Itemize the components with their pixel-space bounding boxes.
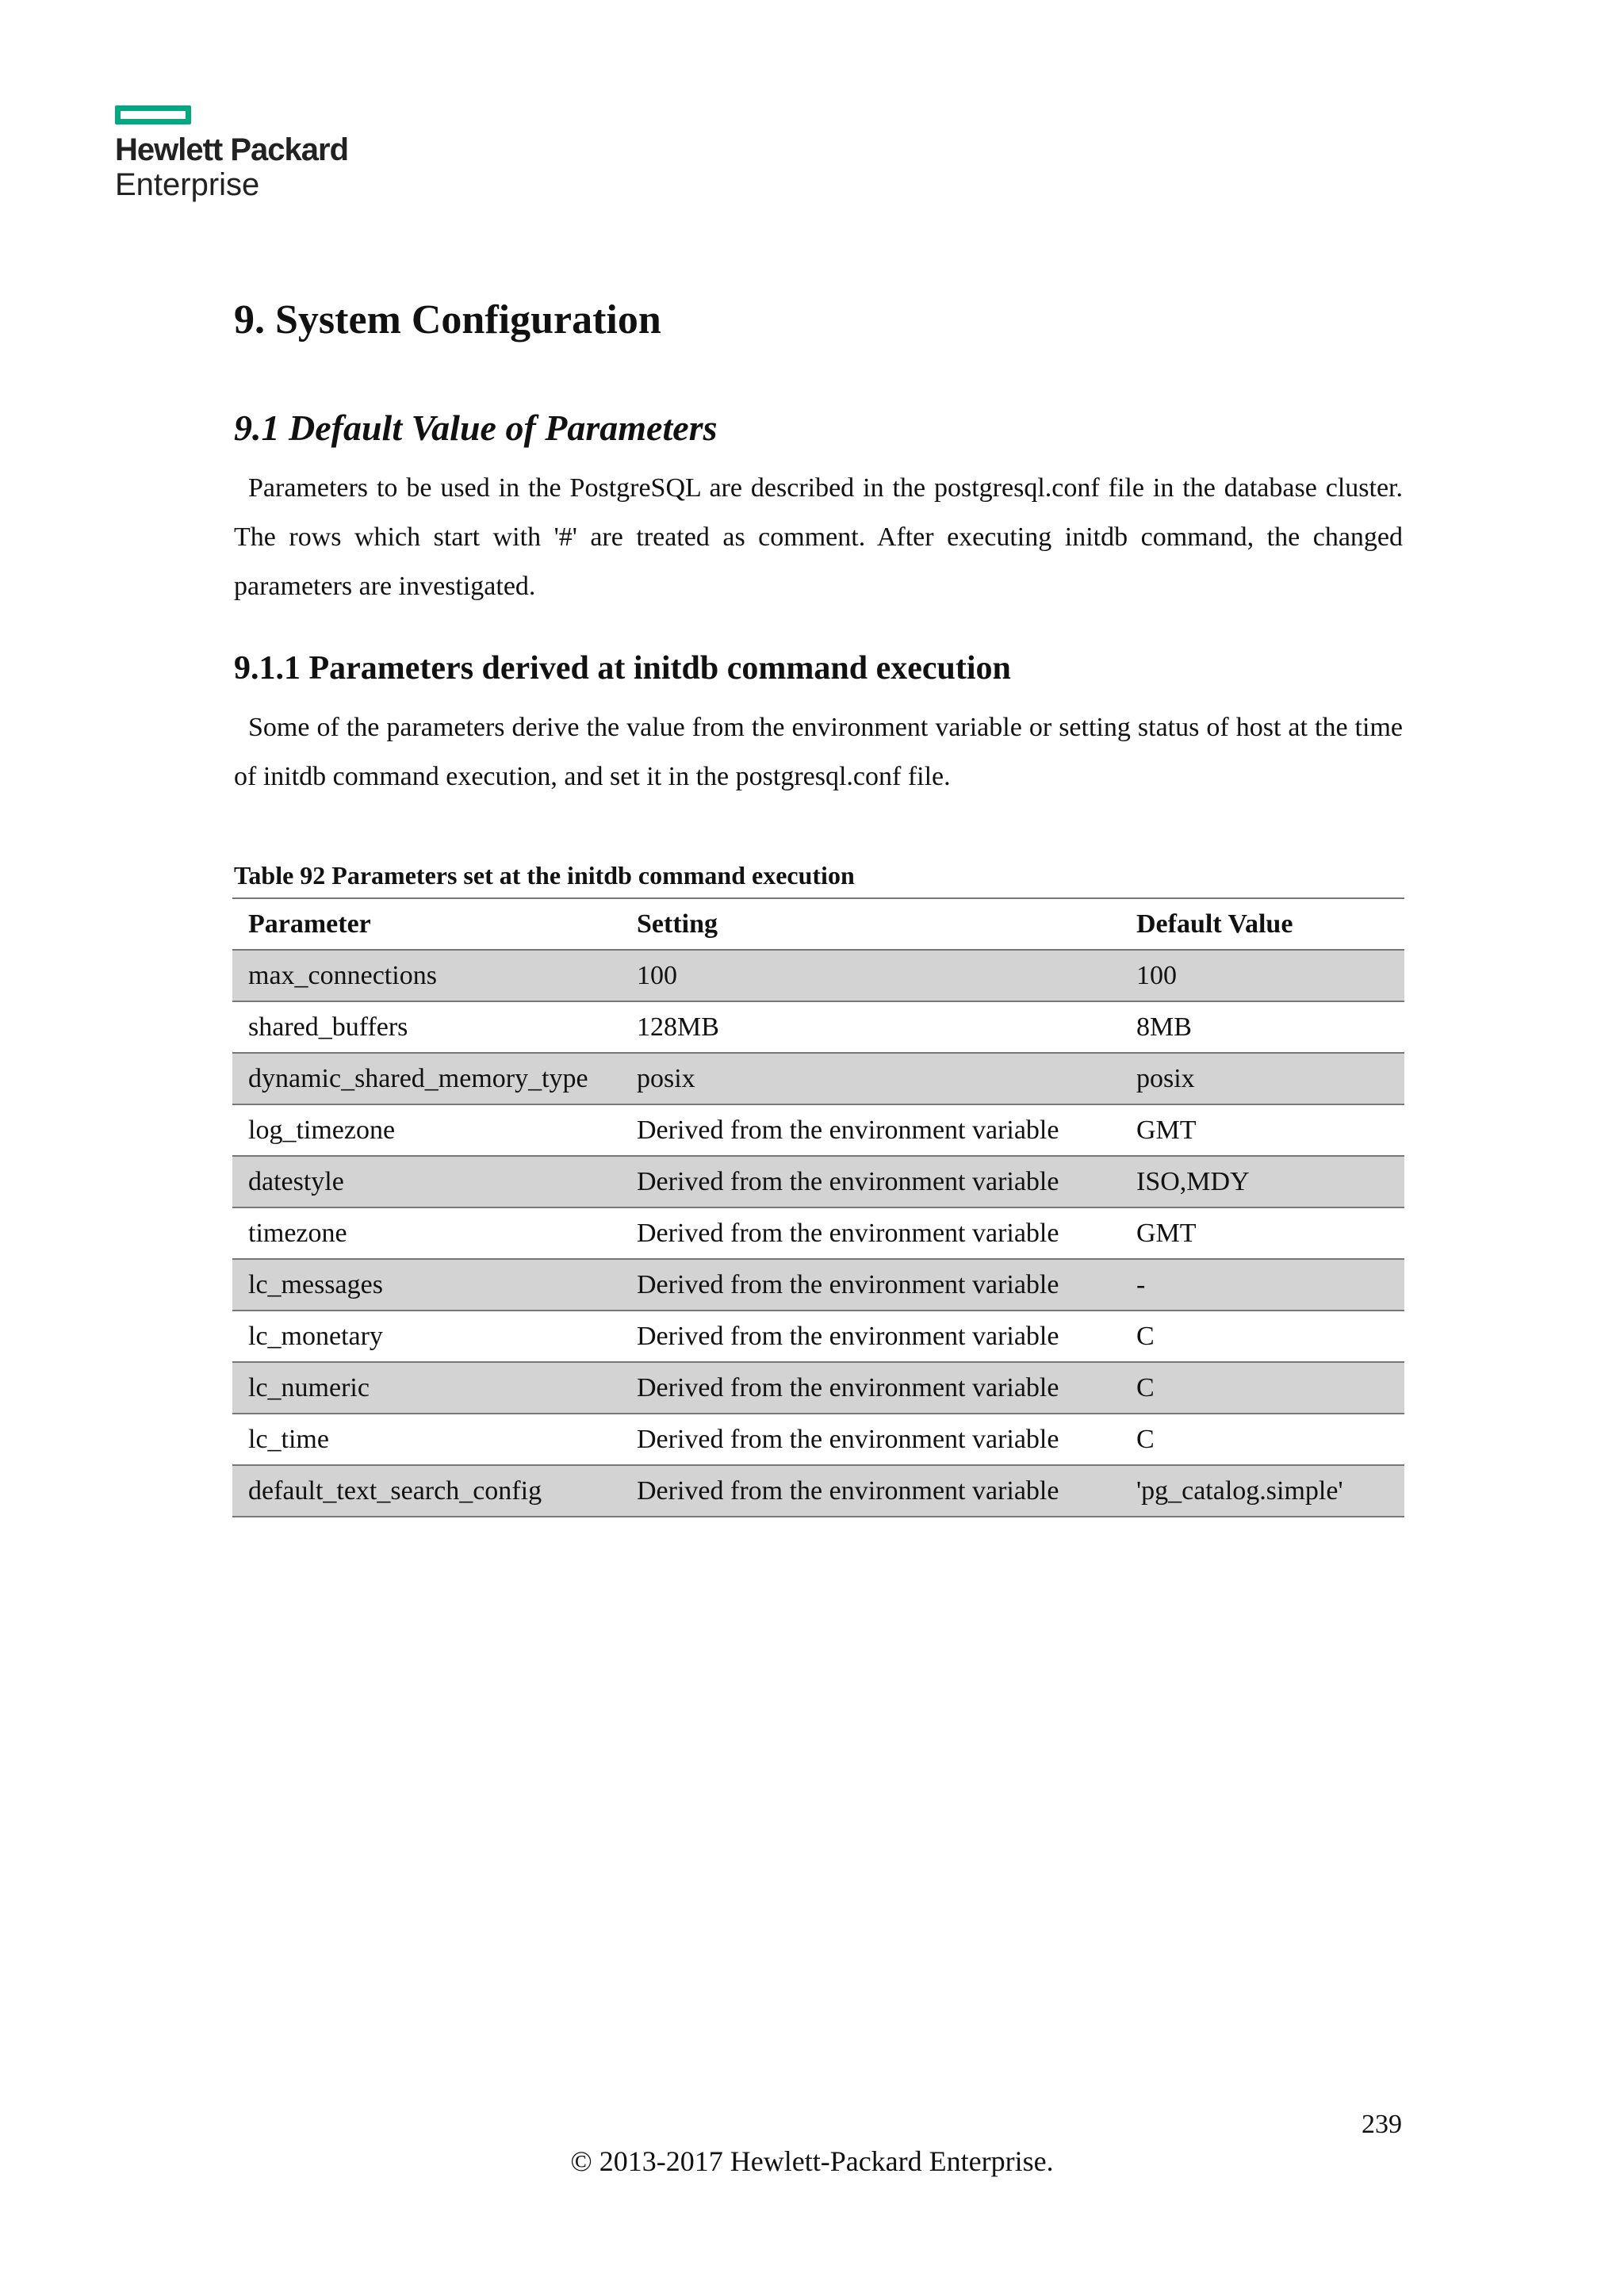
cell-default-value: C [1125,1362,1404,1414]
table-body [232,950,1404,1517]
table-row [232,1311,1404,1362]
cell-default-value: 'pg_catalog.simple' [1125,1465,1404,1517]
table-row [232,1465,1404,1517]
cell-default-value: ISO,MDY [1125,1156,1404,1207]
header-parameter: Parameter [232,898,626,950]
cell-setting: posix [626,1053,1125,1104]
table-row [232,1207,1404,1259]
subsection-title: 9.1.1 Parameters derived at initdb command execution [234,650,1011,687]
cell-default-value: C [1125,1311,1404,1362]
cell-parameter: timezone [232,1207,626,1259]
cell-setting: Derived from the environment variable [626,1362,1125,1414]
cell-setting: Derived from the environment variable [626,1259,1125,1311]
logo-text-line1: Hewlett Packard [115,132,349,167]
cell-parameter: shared_buffers [232,1001,626,1053]
cell-default-value: GMT [1125,1104,1404,1156]
section-title: 9.1 Default Value of Parameters [234,408,718,448]
cell-default-value: GMT [1125,1207,1404,1259]
table-row [232,1104,1404,1156]
header-default-value: Default Value [1125,898,1404,950]
table-row [232,1156,1404,1207]
cell-parameter: log_timezone [232,1104,626,1156]
table-row [232,1259,1404,1311]
company-logo [115,105,348,202]
logo-bar-icon [115,105,191,124]
chapter-title: 9. System Configuration [234,297,661,342]
cell-setting: Derived from the environment variable [626,1414,1125,1465]
header-setting: Setting [626,898,1125,950]
cell-parameter: lc_messages [232,1259,626,1311]
cell-default-value: 100 [1125,950,1404,1001]
cell-parameter: lc_time [232,1414,626,1465]
cell-parameter: lc_numeric [232,1362,626,1414]
logo-text-line2: Enterprise [115,167,260,202]
cell-setting: Derived from the environment variable [626,1104,1125,1156]
section-paragraph: Parameters to be used in the PostgreSQL are described in the postgresql.conf file in the database cluster. The rows which start with '#' are treated as comment. After executing initdb command, the changed parameters are investigated. [234,473,1403,601]
cell-parameter: default_text_search_config [232,1465,626,1517]
cell-parameter: datestyle [232,1156,626,1207]
table-row [232,1053,1404,1104]
cell-default-value: C [1125,1414,1404,1465]
cell-setting: Derived from the environment variable [626,1156,1125,1207]
cell-setting: Derived from the environment variable [626,1465,1125,1517]
cell-parameter: max_connections [232,950,626,1001]
cell-parameter: lc_monetary [232,1311,626,1362]
cell-default-value: posix [1125,1053,1404,1104]
table-row [232,1362,1404,1414]
page-number: 239 [1362,2110,1402,2139]
cell-default-value: - [1125,1259,1404,1311]
subsection-paragraph: Some of the parameters derive the value from the environment variable or setting status of host at the time of initdb command execution, and set it in the postgresql.conf file. [234,713,1403,791]
cell-setting: 100 [626,950,1125,1001]
cell-default-value: 8MB [1125,1001,1404,1053]
cell-parameter: dynamic_shared_memory_type [232,1053,626,1104]
table-row [232,1001,1404,1053]
table-row [232,1414,1404,1465]
cell-setting: Derived from the environment variable [626,1207,1125,1259]
table-header-row [232,898,1404,950]
parameters-table [232,897,1404,1517]
cell-setting: Derived from the environment variable [626,1311,1125,1362]
cell-setting: 128MB [626,1001,1125,1053]
table-caption: Table 92 Parameters set at the initdb command execution [234,861,855,890]
copyright-notice: © 2013-2017 Hewlett-Packard Enterprise. [570,2145,1054,2177]
table-row [232,950,1404,1001]
